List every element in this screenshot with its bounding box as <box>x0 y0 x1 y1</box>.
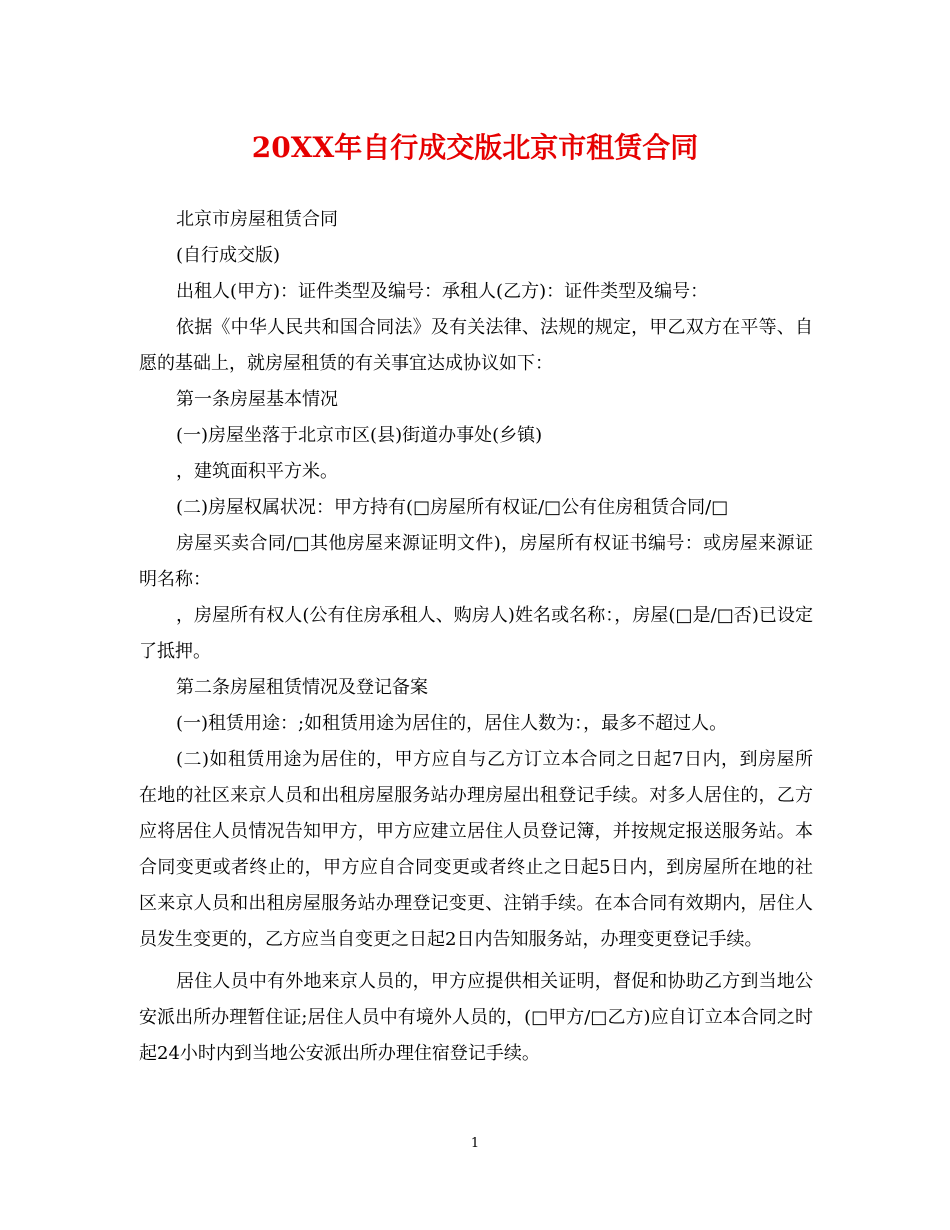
paragraph-ownership-documents: 房屋买卖合同/□其他房屋来源证明文件)，房屋所有权证书编号：或房屋来源证明名称： <box>139 533 813 590</box>
paragraph-parties: 出租人(甲方)：证件类型及编号：承租人(乙方)：证件类型及编号： <box>176 281 709 302</box>
document-title: 20XX年自行成交版北京市租赁合同 <box>251 131 699 164</box>
paragraph-rental-purpose: (一)租赁用途：;如租赁用途为居住的，居住人数为：，最多不超过人。 <box>176 713 728 734</box>
paragraph-location: (一)房屋坐落于北京市区(县)街道办事处(乡镇) <box>176 425 543 446</box>
paragraph-legal-basis: 依据《中华人民共和国合同法》及有关法律、法规的规定，甲乙双方在平等、自愿的基础上，就房屋租赁的有关事宜达成协议如下： <box>139 317 813 374</box>
paragraph-contract-name: 北京市房屋租赁合同 <box>176 209 338 230</box>
paragraph-area: ，建筑面积平方米。 <box>176 461 338 482</box>
paragraph-article-1-heading: 第一条房屋基本情况 <box>176 389 338 410</box>
paragraph-ownership: (二)房屋权属状况：甲方持有(□房屋所有权证/□公有住房租赁合同/□ <box>176 497 729 518</box>
paragraph-registration: (二)如租赁用途为居住的，甲方应自与乙方订立本合同之日起7日内，到房屋所在地的社区来京人员和出租房屋服务站办理房屋出租登记手续。对多人居住的，乙方应将居住人员情况告知甲方，甲方应建立居住人员登记簿，并按规定报送服务站。本合同变更或者终止的，甲方应自合同变更或者终止之日起5日内，到房屋所在地的社区来京人员和出租房屋服务站办理登记变更、注销手续。在本合同有效期内，居住人员发生变更的，乙方应当自变更之日起2日内告知服务站，办理变更登记手续。 <box>139 749 813 950</box>
paragraph-edition: (自行成交版) <box>176 245 281 266</box>
page-number: 1 <box>470 1136 480 1151</box>
paragraph-nonlocal-residents: 居住人员中有外地来京人员的，甲方应提供相关证明，督促和协助乙方到当地公安派出所办理暂住证;居住人员中有境外人员的，(□甲方/□乙方)应自订立本合同之时起24小时内到当地公安派出所办理住宿登记手续。 <box>139 971 813 1064</box>
paragraph-article-2-heading: 第二条房屋租赁情况及登记备案 <box>176 677 428 698</box>
paragraph-owner-mortgage: ，房屋所有权人(公有住房承租人、购房人)姓名或名称：，房屋(□是/□否)已设定了抵押。 <box>139 605 813 662</box>
document-body <box>139 202 813 1072</box>
